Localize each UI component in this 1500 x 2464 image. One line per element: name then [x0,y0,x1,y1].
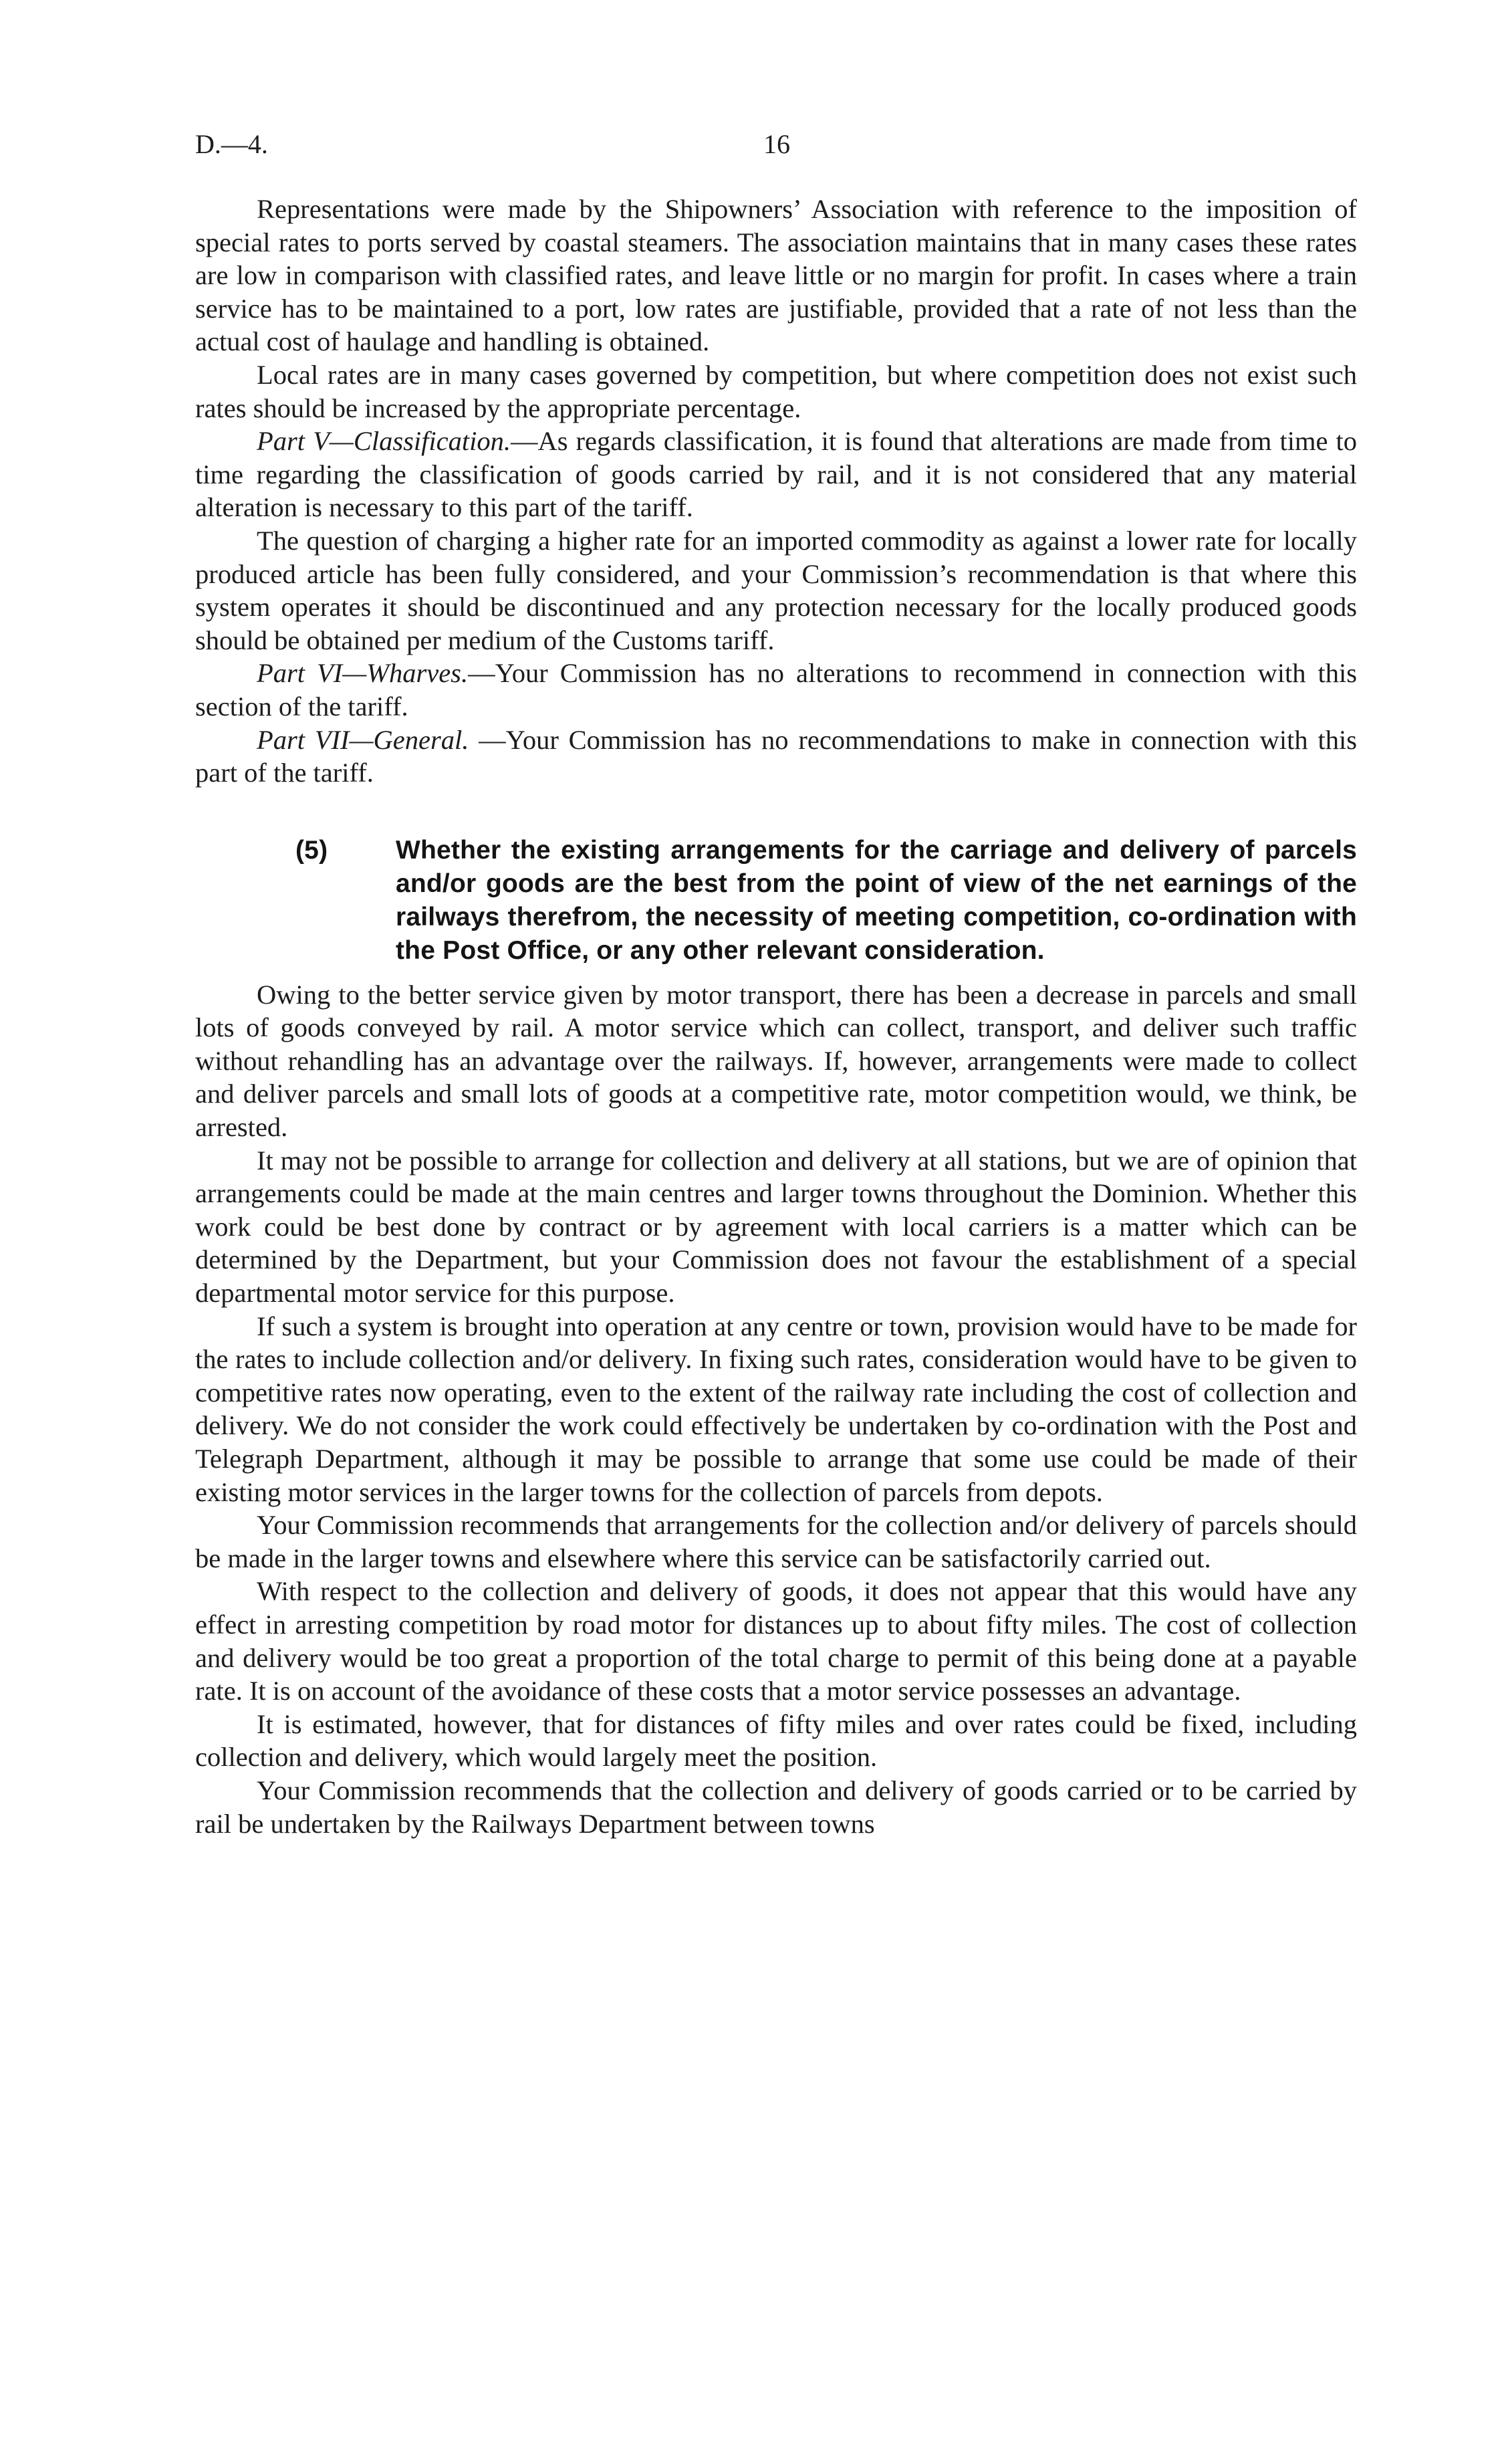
section-heading-italic: Part V—Classification. [257,426,511,457]
question-heading [195,834,1357,968]
paragraph-text: —Your Commission has no alterations to recommend in connection with this section of the tariff. [195,658,1357,721]
paragraph-classification [195,425,1357,524]
paragraph [195,1310,1357,1509]
page-number: 16 [763,129,790,159]
paragraph [195,524,1357,657]
page-header [195,128,1358,169]
document-reference: D.—4. [195,129,268,159]
paragraph [195,358,1357,425]
question-text: Whether the existing arrangements for the carriage and delivery of parcels and/or goods are the best from the point of view of the net earnings of the railways therefrom, the necessity of meeting competition, co-ordination with the Post Office, or any other relevant consideration. [396,835,1357,965]
paragraph-text: It may not be possible to arrange for collection and delivery at all stations, but we are of opinion that arrangements could be made at the main centres and larger towns throughout the Dominion. Whether this work could be best done by contract or by agreement with local carriers is a matter which can be determined by the Department, but your Commission does not favour the establishment of a special departmental motor service for this purpose. [195,1145,1357,1309]
paragraph-text: —Your Commission has no recommendations to make in connection with this part of the tariff. [195,724,1357,788]
paragraph-text: It is estimated, however, that for distances of fifty miles and over rates could be fixed, including collection and delivery, which would largely meet the position. [195,1708,1357,1773]
section-heading-italic: Part VI—Wharves. [257,658,469,689]
paragraph-continued [195,1774,1357,1840]
paragraph [195,1144,1357,1310]
paragraph-text: Your Commission recommends that the collection and delivery of goods carried or to be carried by rail be undertaken by the Railways Department between towns [195,1775,1357,1839]
paragraph-text: Representations were made by the Shipowners’ Association with reference to the imposition of special rates to ports served by coastal steamers. The association maintains that in many cases these rates are low in comparison with classified rates, and leave little or no margin for profit. In cases where a train service has to be maintained to a port, low rates are justifiable, provided that a rate of not less than the actual cost of haulage and handling is obtained. [195,194,1357,357]
paragraph [195,978,1357,1144]
paragraph-text: —As regards classification, it is found that alterations are made from time to time regarding the classification of goods carried by rail, and it is not considered that any material alteration is necessary to this part of the tariff. [195,426,1357,523]
section-heading-italic: Part VII—General. [257,724,469,755]
paragraph-text: The question of charging a higher rate for an imported commodity as against a lower rate for locally produced article has been fully considered, and your Commission’s recommendation is that where this system operates it should be discontinued and any protection necessary for the locally produced goods should be obtained per medium of the Customs tariff. [195,525,1357,655]
paragraph-wharves [195,657,1357,723]
page-body [195,193,1357,1840]
paragraph-text: If such a system is brought into operation at any centre or town, provision would have to be made for the rates to include collection and/or delivery. In fixing such rates, consideration would have to be given to competitive rates now operating, even to the extent of the railway rate including the cost of collection and delivery. We do not consider the work could effectively be undertaken by co-ordination with the Post and Telegraph Department, although it may be possible to arrange that some use could be made of their existing motor services in the larger towns for the collection of parcels from depots. [195,1311,1357,1507]
paragraph-general [195,723,1357,790]
paragraph [195,193,1357,358]
paragraph-text: With respect to the collection and delivery of goods, it does not appear that this would have any effect in arresting competition by road motor for distances up to about fifty miles. The cost of collection and delivery would be too great a proportion of the total charge to permit of this being done at a payable rate. It is on account of the avoidance of these costs that a motor service possesses an advantage. [195,1576,1357,1706]
paragraph [195,1575,1357,1707]
paragraph-text: Local rates are in many cases governed by competition, but where competition does not exist such rates should be increased by the appropriate percentage. [195,359,1357,423]
paragraph [195,1508,1357,1575]
question-number: (5) [295,835,328,865]
paragraph [195,1708,1357,1774]
paragraph-text: Owing to the better service given by motor transport, there has been a decrease in parcels and small lots of goods conveyed by rail. A motor service which can collect, transport, and deliver such traffic without rehandling has an advantage over the railways. If, however, arrangements were made to collect and deliver parcels and small lots of goods at a competitive rate, motor competition would, we think, be arrested. [195,979,1357,1143]
paragraph-text: Your Commission recommends that arrangements for the collection and/or delivery of parcels should be made in the larger towns and elsewhere where this service can be satisfactorily carried out. [195,1510,1357,1573]
